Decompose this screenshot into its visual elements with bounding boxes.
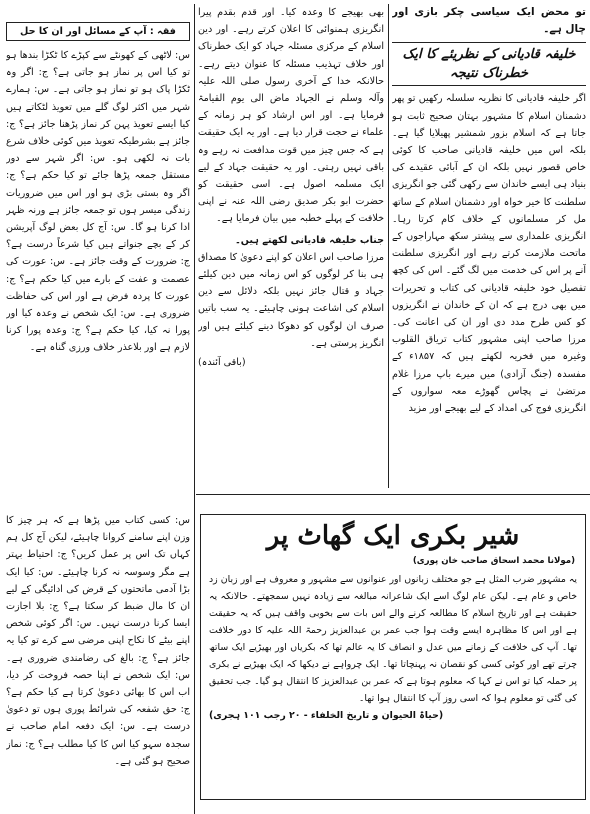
column-divider-right bbox=[388, 4, 389, 488]
feature-byline bbox=[201, 555, 585, 567]
column-divider-left bbox=[194, 4, 195, 814]
feature-citation: (حیاۃ الحیوان و تاریخ الخلفاء - ۲۰ رجب ۱۰۱ ہجری) bbox=[209, 710, 444, 721]
feature-byline-text: (مولانا محمد اسحاق صاحب خان پوری) bbox=[412, 556, 575, 566]
feature-top-rule bbox=[196, 494, 590, 495]
middle-quote-text: مرزا صاحب اس اعلان کو اپنے دعویٰ کا مصداق ہی بنا کر لوگوں کو اس زمانہ میں دین کیلئے جہاد و قتال جائز نہیں بلکہ دلائل سے دین اسلام کی اشاعت ہونی چاہیئے۔ یہ سب باتیں صرف ان لوگوں کو دھوکا دینے کیلئے ہیں اور انگریز پرستی ہے۔ bbox=[198, 251, 384, 349]
feature-box bbox=[200, 514, 586, 800]
right-column bbox=[392, 4, 586, 490]
right-headline bbox=[392, 42, 586, 86]
right-body-text: اگر خلیفہ قادیانی کا نظریہ سلسلہ رکھیں تو پھر دشمنان اسلام کا مشہور بہتان صحیح ثابت ہو جاتا ہے کہ اسلام بزور شمشیر پھیلایا گیا ہے۔ بلکہ اس میں خلیفہ قادیانی صاحب کا کوئی خاص قصور نہیں بلکہ ان کے آبائی عقیدے کی بنیاد ہی ایسے خاندان سے رکھی گئی جو انگریزی سلطنت کا خیر خواہ اور دشمنان اسلام کے ساتھ مل کر مسلمانوں کے خلاف کام کرتا رہا۔ انگریزی علمداری سے پیشتر سکھ مہاراجوں کے ماتحت ملازمت کرتے رہے اور انگریزی سلطنت آنے پر اس کی خدمت میں لگ گئے۔ اس کی کچھ تفصیل خود خلیفہ قادیانی کی کتاب و تحریرات میں بھی درج ہے کہ ان کے خاندان نے انگریزوں کو کس طرح مدد دی اور ان کی اعانت کی۔ مرزا صاحب اپنی مشہور کتاب تریاق القلوب وغیرہ میں فخریہ لکھتے ہیں کہ ۱۸۵۷ء کے مفسدہ (جنگ آزادی) میں میرے باپ مرزا غلام مرتضیٰ نے پچاس گھوڑے معہ سواروں کے انگریزی فوج کی امداد کے لیے بھیجے اور مزید bbox=[392, 93, 586, 415]
feature-body bbox=[209, 571, 577, 724]
left-column-upper bbox=[6, 22, 190, 508]
right-headline-text: خلیفہ قادیانی کے نظریئے کا ایک خطرناک نتیجہ bbox=[402, 47, 576, 82]
fiqh-box-title bbox=[6, 22, 190, 41]
middle-sub-heading: جناب خلیفہ قادیانی لکھتے ہیں۔ bbox=[235, 234, 384, 246]
fiqh-box-title-text: فقہ : آپ کے مسائل اور ان کا حل bbox=[20, 26, 176, 37]
middle-body-text: بھی بھیجے کا وعدہ کیا۔ اور قدم بقدم پیرا انگریزی ہمنوائی کا اعلان کرتے رہے۔ اور دین اسلام کے مرکزی مسئلہ جہاد کو ایک خطرناک اور خلاف تہذیب مسئلہ کا عنوان دیتے رہے۔ حالانکہ خدا کے آخری رسول صلی اللہ علیہ وآلہ وسلم نے الجہاد ماض الی یوم القیامۃ فرمایا ہے۔ اور اس ارشاد کو ہر زمانہ کے علماء نے حجت قرار دیا ہے۔ اور یہ ایک حقیقت ہے کہ جس چیز میں قوت مدافعت نہ رہے وہ باقی نہیں رہتی۔ اور یہ حقیقت جہاد کے لیے ایک مسلمہ اصول ہے۔ اسی حقیقت کو حضرت ابو بکر صدیق رضی اللہ عنہ نے اپنی خلافت کے پہلے خطبہ میں بیان فرمایا ہے۔ bbox=[198, 7, 384, 225]
feature-body-text: یہ مشہور ضرب المثل ہے جو مختلف زبانوں اور عنوانوں سے مشہور و معروف ہے اور زبان زد خاص و عام ہے۔ لیکن عام لوگ اسے ایک شاعرانہ مبالغہ سے زیادہ نہیں سمجھتے۔ حالانکہ یہ حقیقت ہے اور تاریخ اسلام کا مطالعہ کرنے والے اس بات سے بخوبی واقف ہیں کہ یہ حقیقت ہے اور اس کا مظاہرہ ایسے وقت ہوا جب عمر بن عبدالعزیز رحمۃ اللہ علیہ کا دور خلافت تھا۔ آپ کی خلافت کے زمانے میں عدل و انصاف کا یہ عالم تھا کہ بکریاں اور بھیڑیے ایک ساتھ چرتے تھے اور کوئی کسی کو نقصان نہ پہنچاتا تھا۔ ایک چرواہے نے دیکھا کہ ایک بھیڑیے نے بکری پر حملہ کیا تو اس نے کہا کہ معلوم ہوتا ہے کہ عمر بن عبدالعزیز کا انتقال ہو گیا۔ جب تحقیق کی گئی تو معلوم ہوا کہ اسی روز آپ کا انتقال ہوا تھا۔ bbox=[209, 574, 577, 704]
left-lower-body: س: کسی کتاب میں پڑھا ہے کہ ہر چیز کا وزن اپنے سامنے کروانا چاہیئے، لیکن آج کل ہم کہاں تک اس پر عمل کریں؟ ج: احتیاط بہتر ہے مگر وسوسہ نہ کرنا چاہیئے۔ س: کیا ایک بڑا آدمی ماتحتوں کے قرض کی ادائیگی کے لیے ان کا مال ضبط کر سکتا ہے؟ ج: بلا اجازت ایسا کرنا درست نہیں۔ س: اگر کوئی شخص اپنے بیٹے کا نکاح اپنی مرضی سے کرے تو کیا یہ جائز ہے؟ ج: بالغ کی رضامندی ضروری ہے۔ س: ایک شخص نے اپنا حصہ فروخت کر دیا، اب اس کا بھائی دعویٰ کرتا ہے کیا حکم ہے؟ ج: حق شفعہ کی شرائط پوری ہوں تو دعویٰ درست ہے۔ س: ایک دفعہ امام صاحب نے سجدہ سہو کیا اس کا کیا مطلب ہے؟ ج: نماز صحیح ہو گئی ہے۔ bbox=[6, 515, 190, 767]
feature-headline bbox=[201, 517, 585, 555]
middle-column bbox=[198, 4, 384, 490]
middle-closing: (باقی آئندہ) bbox=[198, 357, 246, 369]
left-upper-body: س: لاٹھی کے کھونٹے سے کپڑے کا ٹکڑا بندھا ہو تو کیا اس پر نماز ہو جاتی ہے؟ ج: اگر وہ ٹکڑا پاک ہو تو نماز ہو جاتی ہے۔ س: ہمارے شہر میں اکثر لوگ گلے میں تعویذ لٹکاتے ہیں کیا ایسے تعویذ پہن کر نماز پڑھنا جائز ہے؟ ج: جائز ہے بشرطیکہ تعویذ میں کوئی خلاف شرع بات نہ لکھی ہو۔ س: اگر شہر سے دور مستقل جمعہ پڑھا جائے تو کیا حکم ہے؟ ج: اگر وہ بستی بڑی ہو اور اس میں ضروریات زندگی میسر ہوں تو جمعہ جائز ہے ورنہ ظہر ادا کرنا ہو گا۔ س: آج کل بعض لوگ آپریشن کر کے بچے جنواتے ہیں کیا شرعاً درست ہے؟ ج: ضرورت کے وقت جائز ہے۔ س: عورت کی عصمت و عفت کے بارے میں کیا حکم ہے؟ ج: عورت کا پردہ فرض ہے اور اس کی حفاظت ضروری ہے۔ س: ایک شخص نے وعدہ کیا اور پورا نہ کیا، کیا حکم ہے؟ ج: وعدہ پورا کرنا لازم ہے اور بلاعذر خلاف ورزی گناہ ہے۔ bbox=[6, 50, 190, 354]
left-column-lower bbox=[6, 512, 190, 810]
right-intro-text: تو محض ایک سیاسی چکر بازی اور چال ہے۔ bbox=[392, 6, 586, 36]
feature-headline-text: شیر بکری ایک گھاٹ پر bbox=[266, 521, 520, 551]
